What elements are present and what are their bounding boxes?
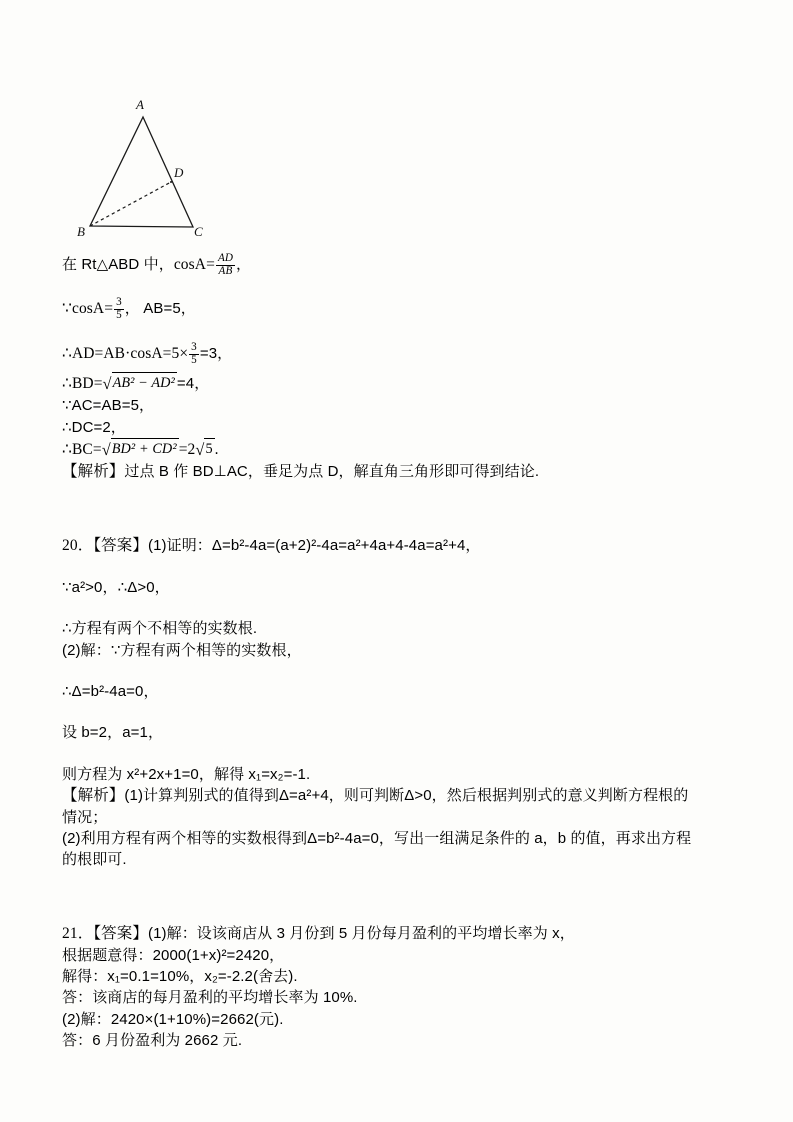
problem20-analysis-line-3: (2)利用方程有两个相等的实数根得到Δ=b²-4a=0，写出一组满足条件的 a，b 的值，再求出方程 <box>62 830 692 848</box>
problem20-answer-tag: 【答案】 <box>93 537 148 555</box>
document-content <box>62 95 742 1051</box>
radical-ab2-minus-ad2 <box>103 372 177 395</box>
analysis-tag: 【解析】 <box>62 786 125 804</box>
radical-five <box>195 438 214 461</box>
fraction-denominator: 5 <box>191 353 197 366</box>
radical-sign-icon: √ <box>101 440 111 459</box>
radical-bd2-plus-cd2 <box>102 438 179 461</box>
problem20-line-5: ∴Δ=b²-4a=0， <box>62 682 159 700</box>
problem20-line1: (1)证明：Δ=b²-4a=(a+2)²-4a=a²+4a+4-4a=a²+4， <box>147 537 481 555</box>
solution19-line-4 <box>62 372 742 395</box>
problem20-number: 20． <box>62 537 94 555</box>
vertex-label-d: D <box>174 165 184 180</box>
problem20-analysis-text-1: (1)计算判别式的值得到Δ=a²+4，则可判断Δ>0，然后根据判别式的意义判断方程根的 <box>124 786 689 804</box>
problem21-line-3: 解得：x₁=0.1=10%，x₂=-2.2(舍去). <box>62 968 298 985</box>
point-d-marker <box>170 181 172 183</box>
problem21-answer-line-1 <box>62 923 742 945</box>
vertex-label-c: C <box>194 224 203 239</box>
fraction-denominator: 5 <box>116 309 122 322</box>
solution19-line2-suffix: ， AB=5， <box>124 300 196 318</box>
vertex-label-a: A <box>136 97 144 112</box>
solution19-line7-prefix: ∴BC= <box>62 440 102 458</box>
problem20-line-3: ∴方程有两个不相等的实数根. <box>62 620 258 638</box>
problem21-line-2: 根据题意得：2000(1+x)²=2420， <box>62 946 285 964</box>
triangle-abd-diagram <box>70 95 270 240</box>
problem21-line-5: (2)解：2420×(1+10%)=2662(元). <box>62 1010 284 1028</box>
solution19-line7-suffix: . <box>214 440 219 458</box>
solution19-line3-suffix: =3， <box>199 344 233 362</box>
solution19-line2-prefix: ∵cosA= <box>62 300 114 318</box>
segment-bd-dashed <box>90 182 171 226</box>
solution19-line1-cos: cosA= <box>173 256 215 274</box>
solution19-line1-suffix: ， <box>236 256 252 274</box>
problem20-analysis-line-4: 的根即可. <box>62 851 127 869</box>
problem20-line-2: ∵a²>0，∴Δ>0， <box>62 579 170 597</box>
problem20-line-6: 设 b=2，a=1， <box>62 724 164 742</box>
solution19-line-2 <box>62 297 742 321</box>
vertex-label-b: B <box>77 224 85 239</box>
fraction-denominator: AB <box>218 264 233 277</box>
solution19-line4-prefix: ∴BD= <box>62 375 103 393</box>
radical-radicand: BD² + CD² <box>111 438 179 459</box>
problem21-line1: (1)解：设该商店从 3 月份到 5 月份每月盈利的平均增长率为 x， <box>147 924 575 942</box>
fraction-three-fifths-a <box>114 297 124 321</box>
solution19-line-3 <box>62 342 742 366</box>
problem21-answer-tag: 【答案】 <box>93 924 148 942</box>
problem21-line-6: 答：6 月份盈利为 2662 元. <box>62 1031 243 1049</box>
radical-radicand: 5 <box>204 438 214 459</box>
fraction-ad-over-ab <box>216 253 235 277</box>
solution19-line3-prefix: ∴AD=AB·cosA=5× <box>62 344 189 362</box>
problem20-line-4: (2)解：∵方程有两个相等的实数根， <box>62 641 302 659</box>
fraction-three-fifths-b <box>189 342 199 366</box>
solution19-line4-suffix: =4， <box>176 375 210 393</box>
analysis-tag: 【解析】 <box>62 463 125 481</box>
solution19-analysis <box>62 461 742 483</box>
problem20-line-7: 则方程为 x²+2x+1=0，解得 x₁=x₂=-1. <box>62 765 311 783</box>
analysis-text: 过点 B 作 BD⊥AC，垂足为点 D，解直角三角形即可得到结论. <box>124 463 540 481</box>
solution19-line7-middle: =2 <box>178 440 196 458</box>
solution19-line-5: ∵AC=AB=5， <box>62 397 155 415</box>
radical-sign-icon: √ <box>102 375 112 394</box>
radical-radicand: AB² − AD² <box>112 372 177 393</box>
problem21-line-4: 答：该商店的每月盈利的平均增长率为 10%. <box>62 989 358 1007</box>
fraction-numerator: AD <box>217 252 234 264</box>
solution19-line-1 <box>62 253 742 277</box>
fraction-numerator: 3 <box>116 296 122 309</box>
solution19-line-7 <box>62 438 742 461</box>
problem20-analysis-line-2: 情况； <box>62 808 108 826</box>
fraction-numerator: 3 <box>191 340 197 353</box>
solution19-line1-prefix: 在 Rt△ABD 中， <box>62 256 174 274</box>
solution19-line-6: ∴DC=2， <box>62 418 126 436</box>
problem20-answer-line-1 <box>62 535 742 557</box>
radical-sign-icon: √ <box>195 440 205 459</box>
problem20-analysis-line-1 <box>62 785 742 807</box>
problem21-number: 21． <box>62 924 94 942</box>
